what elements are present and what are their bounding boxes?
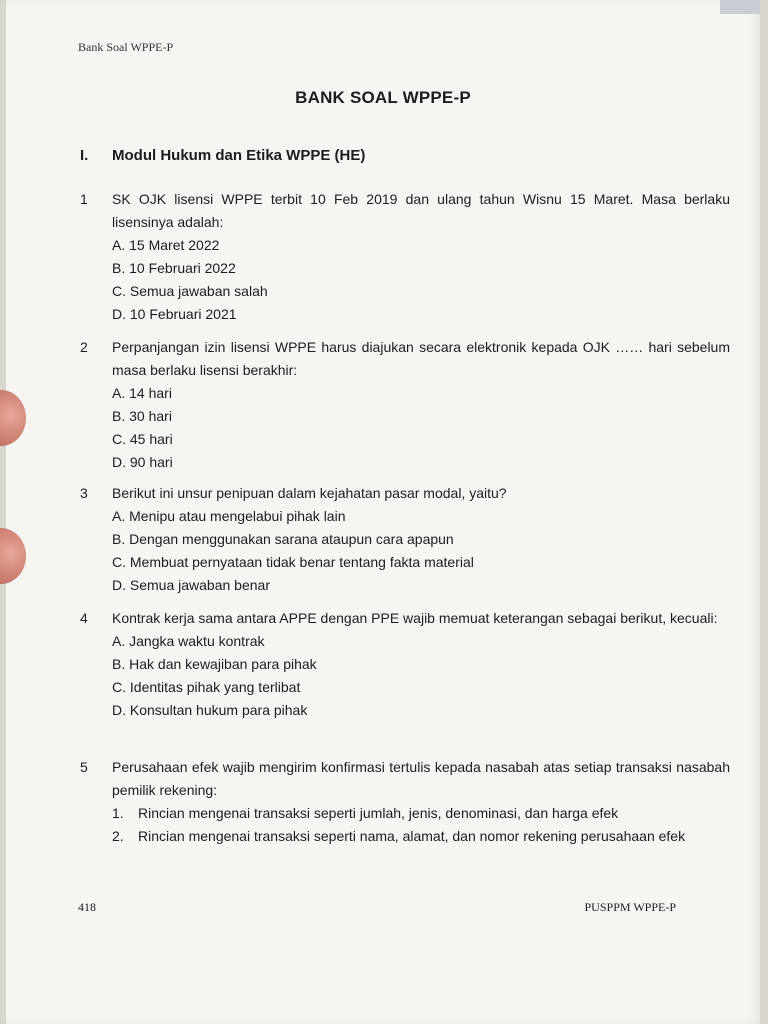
question-stem: Perusahaan efek wajib mengirim konfirmasi tertulis kepada nasabah atas setiap transaksi nasabah pemilik rekening: — [112, 759, 730, 798]
answer-option: D. Konsultan hukum para pihak — [112, 702, 308, 718]
document-page — [6, 0, 760, 1024]
statement-number: 1. — [112, 805, 124, 821]
answer-option: B. Dengan menggunakan sarana ataupun cara apapun — [112, 531, 454, 547]
answer-option: A. 15 Maret 2022 — [112, 237, 220, 253]
question-2 — [80, 336, 730, 474]
question-stem: SK OJK lisensi WPPE terbit 10 Feb 2019 dan ulang tahun Wisnu 15 Maret. Masa berlaku lisensinya adalah: — [112, 191, 730, 230]
statement-item — [112, 802, 730, 825]
question-number: 4 — [80, 610, 88, 626]
answer-option: C. 45 hari — [112, 431, 173, 447]
finger-icon — [0, 528, 26, 584]
answer-option: C. Semua jawaban salah — [112, 283, 268, 299]
question-stem: Perpanjangan izin lisensi WPPE harus diajukan secara elektronik kepada OJK …… hari sebelum masa berlaku lisensi berakhir: — [112, 339, 730, 378]
answer-option: B. Hak dan kewajiban para pihak — [112, 656, 317, 672]
answer-option: A. 14 hari — [112, 385, 172, 401]
page-number: 418 — [78, 900, 96, 914]
statement-number: 2. — [112, 828, 124, 844]
question-stem: Kontrak kerja sama antara APPE dengan PPE wajib memuat keterangan sebagai berikut, kecuali: — [112, 610, 718, 626]
statement-text: Rincian mengenai transaksi seperti nama, alamat, dan nomor rekening perusahaan efek — [138, 828, 686, 844]
question-number: 3 — [80, 485, 88, 501]
answer-option: A. Menipu atau mengelabui pihak lain — [112, 508, 346, 524]
answer-option: C. Identitas pihak yang terlibat — [112, 679, 301, 695]
page-corner — [720, 0, 760, 14]
publisher-footer: PUSPPM WPPE-P — [584, 900, 676, 914]
answer-option: D. 90 hari — [112, 454, 173, 470]
question-number: 1 — [80, 191, 88, 207]
question-stem: Berikut ini unsur penipuan dalam kejahatan pasar modal, yaitu? — [112, 485, 507, 501]
finger-icon — [0, 390, 26, 446]
answer-option: B. 10 Februari 2022 — [112, 260, 236, 276]
question-number: 5 — [80, 759, 88, 775]
answer-option: C. Membuat pernyataan tidak benar tentang fakta material — [112, 554, 474, 570]
statement-item — [112, 825, 730, 848]
question-3 — [80, 482, 730, 597]
answer-option: D. Semua jawaban benar — [112, 577, 270, 593]
answer-option: B. 30 hari — [112, 408, 172, 424]
question-1 — [80, 188, 730, 326]
question-4 — [80, 607, 730, 722]
running-head: Bank Soal WPPE-P — [78, 40, 174, 54]
section-title: Modul Hukum dan Etika WPPE (HE) — [112, 147, 366, 164]
page-title: BANK SOAL WPPE-P — [295, 88, 471, 107]
answer-option: D. 10 Februari 2021 — [112, 306, 237, 322]
section-number: I. — [80, 147, 89, 164]
answer-option: A. Jangka waktu kontrak — [112, 633, 265, 649]
question-number: 2 — [80, 339, 88, 355]
section-heading — [80, 147, 365, 164]
question-5 — [80, 756, 730, 848]
statement-text: Rincian mengenai transaksi seperti jumlah, jenis, denominasi, dan harga efek — [138, 805, 619, 821]
